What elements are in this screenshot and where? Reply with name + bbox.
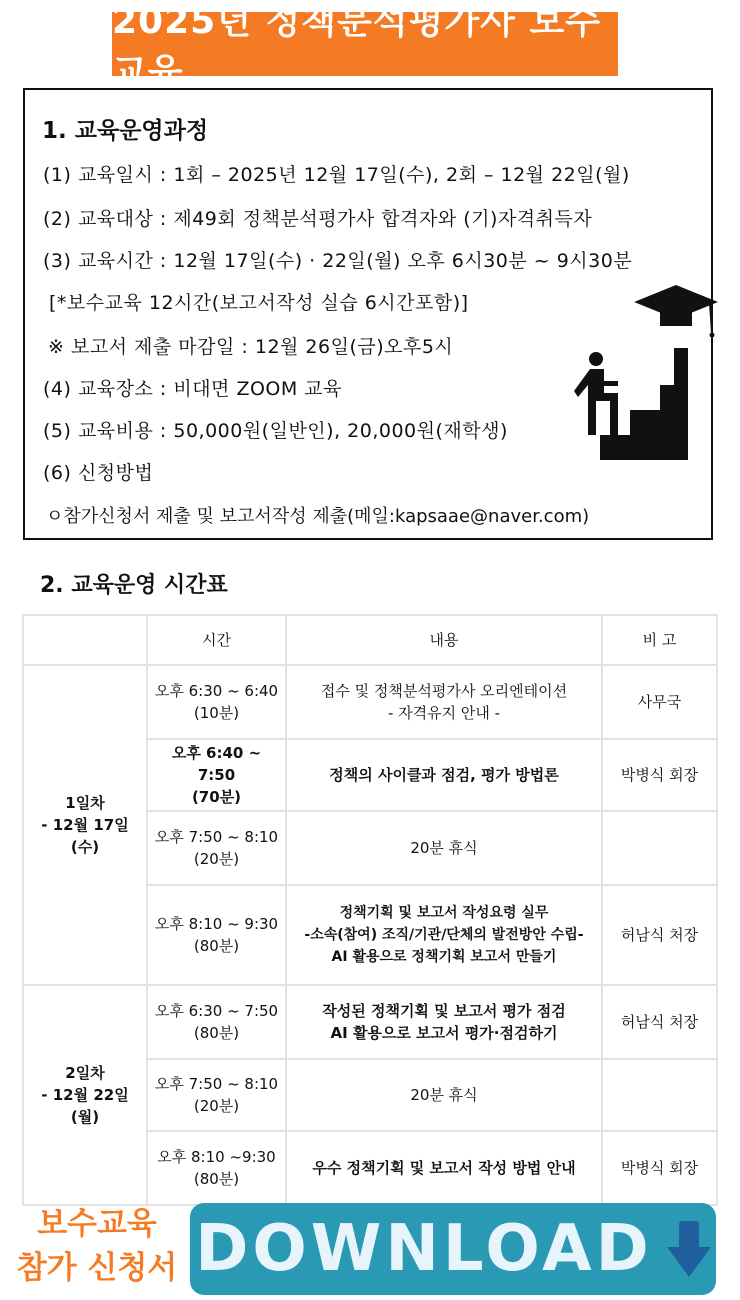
table-row [23, 985, 717, 1059]
time-range: 오후 8:10 ~ 9:30 [154, 915, 279, 933]
content-line: 우수 정책기획 및 보고서 작성 방법 안내 [312, 1159, 576, 1177]
content-line: - 자격유지 안내 - [387, 704, 501, 722]
time-cell [147, 739, 286, 811]
table-header-cell [23, 615, 147, 665]
time-duration: (80분) [193, 1170, 240, 1188]
application-form-label[interactable] [6, 1202, 188, 1290]
content-line: AI 활용으로 보고서 평가·점검하기 [330, 1024, 558, 1042]
page-title: 2025년 정책분석평가사 보수교육 [112, 1, 602, 93]
day1-cell [23, 665, 147, 985]
info-line-apply-detail: ㅇ참가신청서 제출 및 보고서작성 제출(메일:kapsaae@naver.com) [46, 506, 590, 527]
content-line: 20분 휴식 [410, 1086, 478, 1104]
info-line-fee: (5) 교육비용 : 50,000원(일반인), 20,000원(재학생) [43, 420, 508, 442]
time-cell [147, 811, 286, 885]
content-cell [286, 739, 602, 811]
time-duration: (80분) [193, 937, 240, 955]
section1-title: 1. 교육운영과정 [42, 118, 209, 144]
content-cell [286, 1059, 602, 1131]
content-line: 20분 휴식 [410, 839, 478, 857]
download-label: DOWNLOAD [195, 1212, 653, 1286]
day1-date: - 12월 17일(수) [41, 816, 129, 856]
table-header-cell: 내용 [286, 615, 602, 665]
content-line: 접수 및 정책분석평가사 오리엔테이션 [320, 682, 568, 700]
arrow-down-icon [667, 1219, 711, 1279]
time-duration: (10분) [193, 704, 240, 722]
application-label-line2: 참가 신청서 [16, 1250, 178, 1286]
time-range: 오후 7:50 ~ 8:10 [154, 1075, 279, 1093]
time-duration: (70분) [191, 788, 242, 806]
note-cell: 사무국 [602, 665, 717, 739]
content-cell [286, 885, 602, 985]
time-cell [147, 1131, 286, 1205]
table-header-cell: 시간 [147, 615, 286, 665]
time-duration: (80분) [193, 1024, 240, 1042]
time-cell [147, 885, 286, 985]
note-cell: 박병식 회장 [602, 1131, 717, 1205]
table-header-cell: 비 고 [602, 615, 717, 665]
info-line-deadline: ※ 보고서 제출 마감일 : 12월 26일(금)오후5시 [48, 336, 454, 358]
time-range: 오후 8:10 ~9:30 [157, 1148, 276, 1166]
application-label-line1: 보수교육 [37, 1206, 157, 1242]
time-cell [147, 985, 286, 1059]
info-line-apply: (6) 신청방법 [43, 462, 154, 484]
info-line-place: (4) 교육장소 : 비대면 ZOOM 교육 [43, 378, 343, 400]
page-title-banner [112, 1, 618, 93]
content-line: 정책기획 및 보고서 작성요령 실무 [339, 905, 549, 921]
time-duration: (20분) [193, 1097, 240, 1115]
time-range: 오후 6:30 ~ 6:40 [154, 682, 279, 700]
schedule-table [22, 614, 718, 1206]
content-line: AI 활용으로 정책기획 보고서 만들기 [331, 949, 557, 965]
info-line-date: (1) 교육일시 : 1회 – 2025년 12월 17일(수), 2회 – 12월 22일(월) [43, 164, 630, 186]
note-cell: 박병식 회장 [602, 739, 717, 811]
content-cell [286, 1131, 602, 1205]
table-header-row [23, 615, 717, 665]
section2-title: 2. 교육운영 시간표 [40, 573, 228, 598]
day2-label: 2일차 [65, 1064, 105, 1082]
graduation-stairs-icon [570, 285, 730, 460]
content-cell [286, 665, 602, 739]
time-cell [147, 1059, 286, 1131]
day2-date: - 12월 22일(월) [41, 1086, 129, 1126]
time-duration: (20분) [193, 850, 240, 868]
content-line: 작성된 정책기획 및 보고서 평가 점검 [322, 1002, 566, 1020]
content-line: -소속(참여) 조직/기관/단체의 발전방안 수립- [304, 927, 584, 943]
time-cell [147, 665, 286, 739]
time-range: 오후 7:50 ~ 8:10 [154, 828, 279, 846]
note-cell: 허남식 처장 [602, 985, 717, 1059]
download-button[interactable] [190, 1203, 716, 1295]
note-cell [602, 811, 717, 885]
table-row [23, 665, 717, 739]
info-line-target: (2) 교육대상 : 제49회 정책분석평가사 합격자와 (기)자격취득자 [43, 208, 593, 230]
content-cell [286, 985, 602, 1059]
note-cell [602, 1059, 717, 1131]
note-cell: 허남식 처장 [602, 885, 717, 985]
time-range: 오후 6:40 ~ 7:50 [171, 744, 262, 784]
info-line-hours-note: [*보수교육 12시간(보고서작성 실습 6시간포함)] [49, 292, 469, 314]
day2-cell [23, 985, 147, 1205]
content-cell [286, 811, 602, 885]
content-line: 정책의 사이클과 점검, 평가 방법론 [329, 766, 559, 784]
info-line-time: (3) 교육시간 : 12월 17일(수) · 22일(월) 오후 6시30분 ~ 9시30분 [43, 250, 633, 272]
day1-label: 1일차 [65, 794, 105, 812]
time-range: 오후 6:30 ~ 7:50 [154, 1002, 279, 1020]
